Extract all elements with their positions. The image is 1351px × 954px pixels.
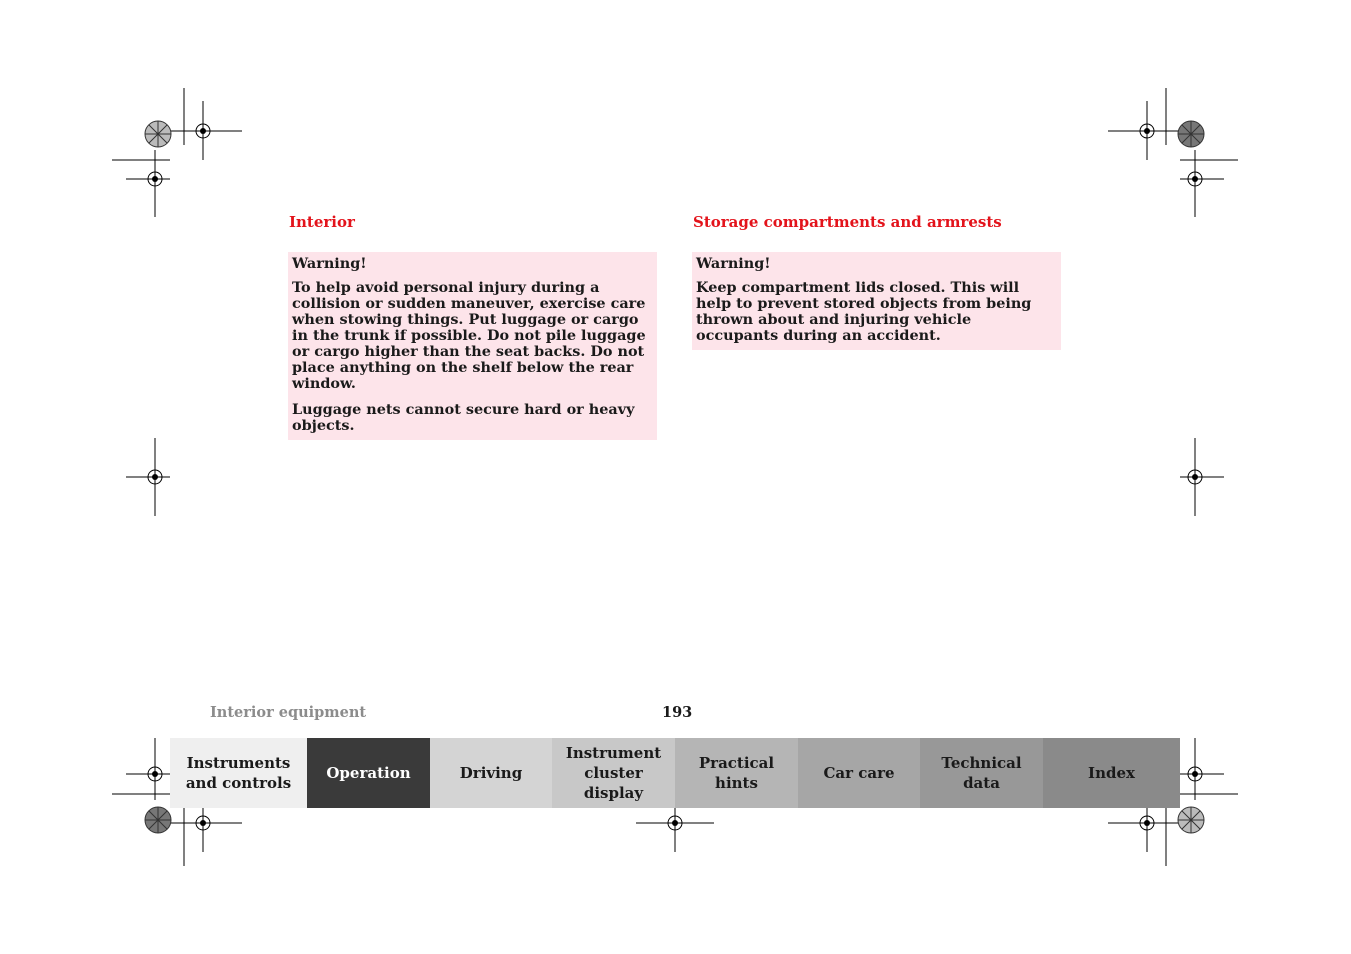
- tab-label: Car care: [823, 764, 895, 782]
- tab-label: Index: [1088, 764, 1135, 782]
- section-heading-interior: Interior: [289, 213, 355, 231]
- tab-car-care[interactable]: [798, 738, 920, 808]
- tab-instrument-cluster-display[interactable]: [552, 738, 675, 808]
- warning-text: Keep compartment lids closed. This will help to prevent stored objects from being thrown about and injuring vehicle occupants during an accident.: [696, 279, 1032, 344]
- chapter-nav: [170, 738, 1180, 808]
- footer-section-label: Interior equipment: [210, 704, 367, 721]
- tab-label: and controls: [185, 774, 292, 792]
- warning-box-storage: [692, 252, 1061, 350]
- tab-technical-data[interactable]: [920, 738, 1043, 808]
- tab-label: Instrument: [565, 744, 662, 762]
- warning-text: Luggage nets cannot secure hard or heavy objects.: [292, 401, 635, 434]
- warning-box-interior: [288, 252, 657, 440]
- page-number: 193: [662, 704, 693, 721]
- section-heading-storage: Storage compartments and armrests: [693, 213, 1002, 231]
- tab-instruments-and-controls[interactable]: [170, 738, 307, 808]
- tab-label: Technical: [941, 754, 1022, 772]
- tab-practical-hints[interactable]: [675, 738, 798, 808]
- tab-label: data: [963, 774, 1000, 792]
- tab-label: cluster display: [583, 764, 644, 802]
- tab-label: Instruments: [186, 754, 291, 772]
- tab-label: Practical hints: [698, 754, 775, 792]
- tab-label: Operation: [326, 764, 411, 782]
- tab-driving[interactable]: [430, 738, 552, 808]
- warning-text: To help avoid personal injury during a collision or sudden maneuver, exercise care when stowing things. Put luggage or cargo in the trunk if possible. Do not pile luggage or cargo higher than the seat backs. Do not place anything on the shelf below the rear window.: [292, 279, 646, 392]
- tab-operation[interactable]: [307, 738, 430, 808]
- tab-label: Driving: [459, 764, 523, 782]
- tab-index[interactable]: [1043, 738, 1180, 808]
- warning-title: Warning!: [696, 255, 771, 272]
- warning-title: Warning!: [292, 255, 367, 272]
